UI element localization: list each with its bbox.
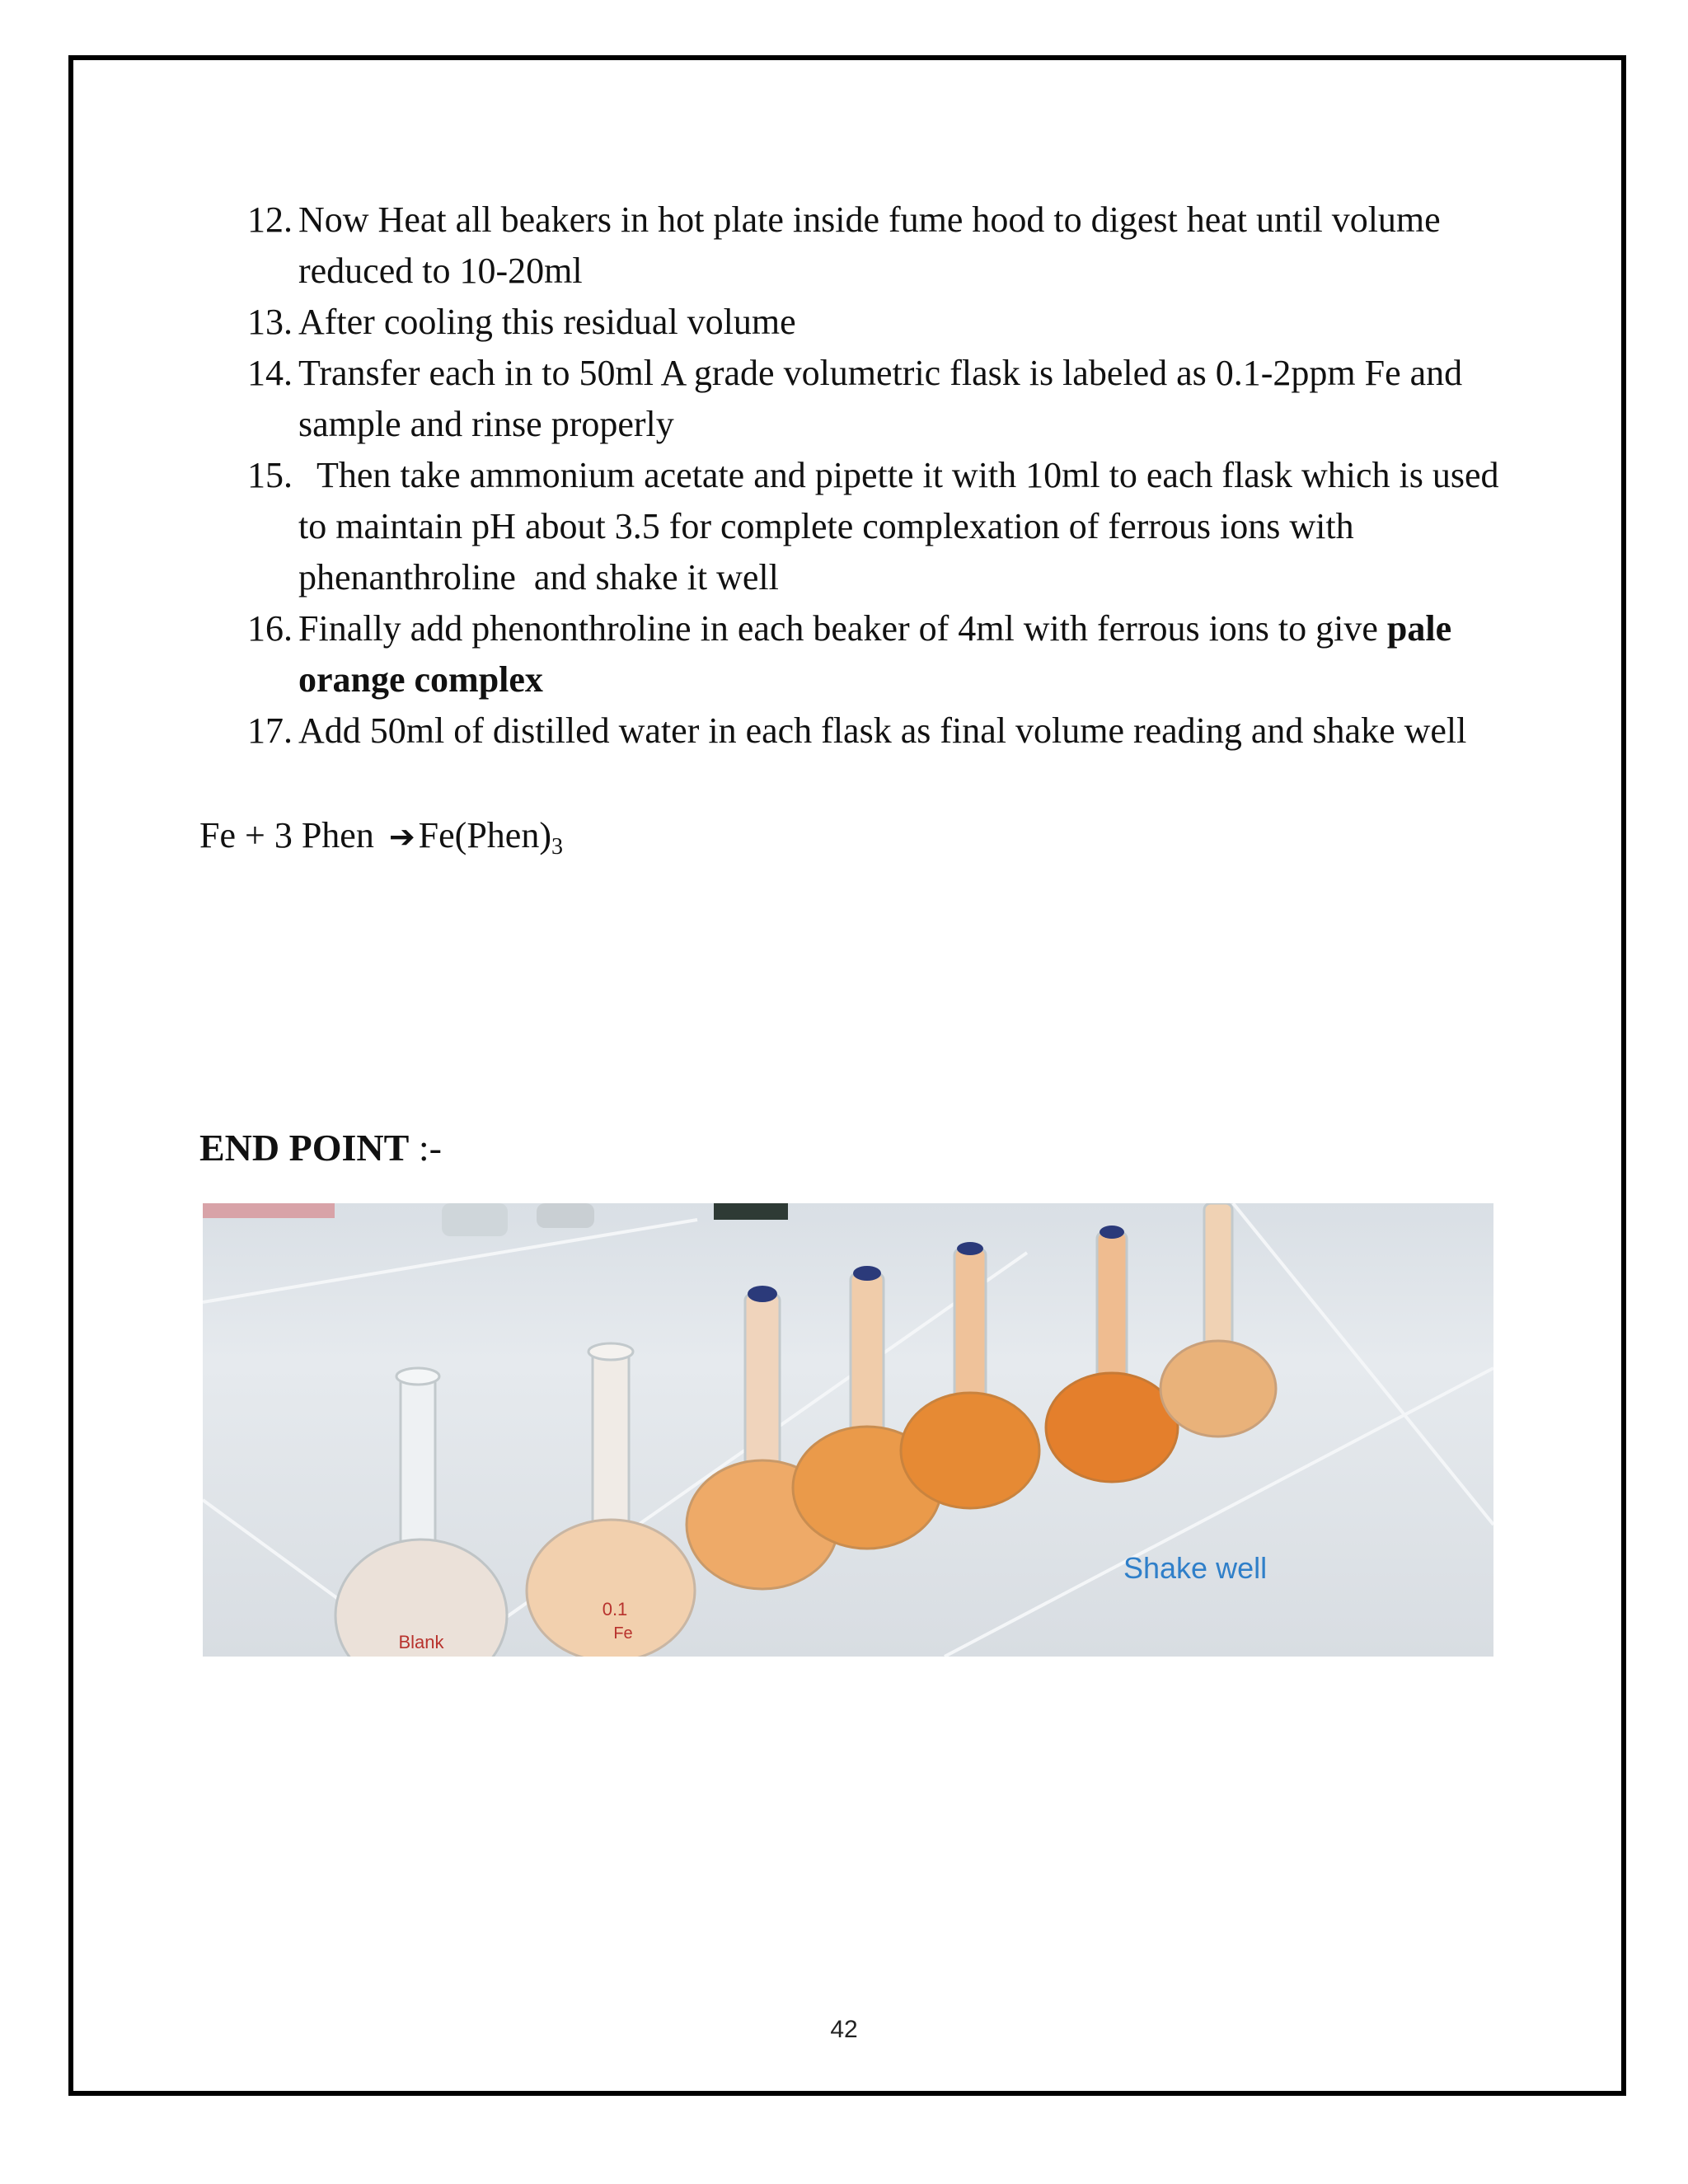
background-object: [203, 1203, 335, 1218]
step-number: 15.: [247, 455, 293, 495]
step-text: Finally add phenonthroline in each beaker of 4ml with ferrous ions to give: [298, 608, 1387, 649]
end-point-label: END POINT: [199, 1127, 410, 1169]
step-number: 13.: [247, 302, 293, 342]
procedure-steps: [247, 194, 1508, 757]
svg-text:Fe: Fe: [613, 1624, 633, 1643]
background-object: [442, 1203, 508, 1236]
step-emphasis: pale orange complex: [298, 608, 1452, 700]
equation-subscript: 3: [551, 834, 563, 860]
step-14: [247, 348, 1500, 450]
step-17: [247, 705, 1500, 757]
end-point-heading: [199, 1122, 442, 1174]
step-text: After cooling this residual volume: [298, 302, 796, 342]
background-object: [714, 1203, 788, 1220]
step-13: [247, 297, 1500, 348]
step-text: Now Heat all beakers in hot plate inside fume hood to digest heat until volume reduced to 10-20ml: [298, 199, 1441, 291]
svg-text:Blank: Blank: [398, 1632, 444, 1652]
flask-series-photo: [203, 1203, 1493, 1657]
background-object: [537, 1203, 594, 1228]
step-number: 12.: [247, 199, 293, 240]
equation-product: Fe(Phen): [418, 815, 551, 855]
step-12: [247, 194, 1500, 297]
svg-text:0.1: 0.1: [602, 1599, 628, 1619]
step-text: Then take ammonium acetate and pipette it with 10ml to each flask which is used to maintain pH about 3.5 for complete complexation of ferrous ions with phenanthroline and shake it well: [298, 455, 1508, 598]
step-15: [247, 450, 1508, 603]
step-16: [247, 603, 1500, 705]
arrow-right-icon: ➔: [388, 818, 415, 855]
step-number: 14.: [247, 353, 293, 393]
end-point-suffix: :-: [409, 1127, 442, 1169]
step-number: 17.: [247, 710, 293, 751]
equation-reactants: Fe + 3 Phen: [199, 815, 374, 855]
photo-caption: Shake well: [1123, 1551, 1268, 1585]
step-number: 16.: [247, 608, 293, 649]
step-text: Transfer each in to 50ml A grade volumetric flask is labeled as 0.1-2ppm Fe and sample and rinse properly: [298, 353, 1463, 444]
reaction-equation: [199, 810, 563, 862]
step-text: Add 50ml of distilled water in each flask as final volume reading and shake well: [298, 710, 1467, 751]
page-number: 42: [830, 2016, 858, 2043]
